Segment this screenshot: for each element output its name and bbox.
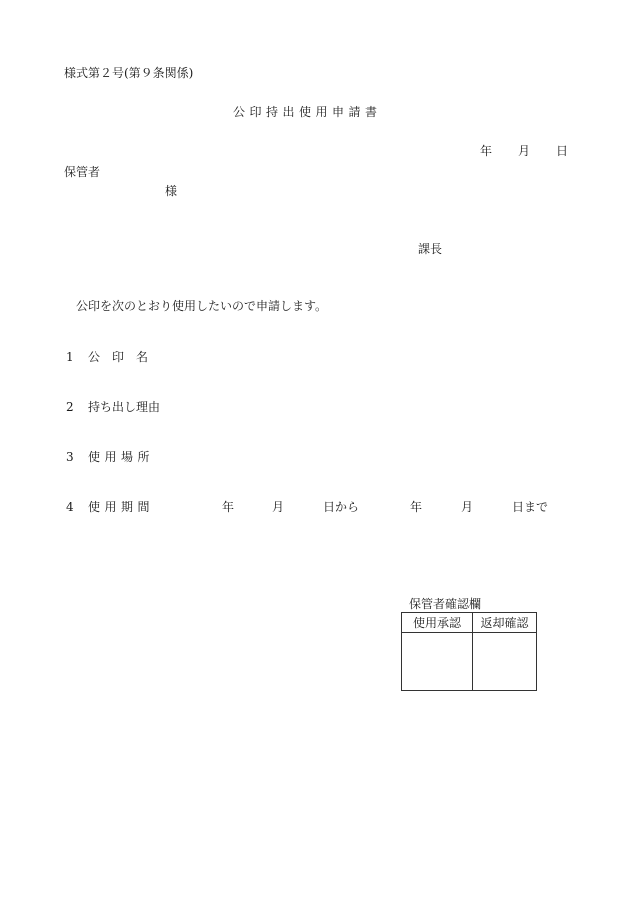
stamp-cell-use-approval[interactable] xyxy=(402,633,473,691)
period-to-year: 年 xyxy=(410,500,423,514)
item-label-seal-name: 公印名 xyxy=(88,350,161,364)
period-to-day: 日まで xyxy=(512,500,549,514)
date-day-label: 日 xyxy=(556,144,569,158)
column-header-return-check: 返却確認 xyxy=(473,613,537,633)
confirmation-title: 保管者確認欄 xyxy=(409,597,482,611)
item-number: 4 xyxy=(66,500,74,514)
request-sentence: 公印を次のとおり使用したいので申請します。 xyxy=(76,299,328,313)
date-year-label: 年 xyxy=(480,144,493,158)
date-month-label: 月 xyxy=(518,144,531,158)
period-from-day: 日から xyxy=(323,500,360,514)
period-to-month: 月 xyxy=(461,500,474,514)
document-title: 公印持出使用申請書 xyxy=(233,105,382,119)
item-label-place: 使用場所 xyxy=(88,450,155,464)
item-number: 3 xyxy=(66,450,74,464)
item-label-reason: 持ち出し理由 xyxy=(88,400,161,414)
period-from-month: 月 xyxy=(272,500,285,514)
form-number: 様式第２号(第９条関係) xyxy=(64,66,194,80)
period-from-year: 年 xyxy=(222,500,235,514)
stamp-cell-return-check[interactable] xyxy=(473,633,537,691)
confirmation-header-row xyxy=(402,613,537,633)
applicant-section-chief: 課長 xyxy=(418,242,443,256)
item-number: 2 xyxy=(66,400,74,414)
item-number: 1 xyxy=(66,350,74,364)
item-label-period: 使用期間 xyxy=(88,500,155,514)
column-header-use-approval: 使用承認 xyxy=(402,613,473,633)
confirmation-stamp-row xyxy=(402,633,537,691)
honorific-sama: 様 xyxy=(165,184,178,198)
custodian-label: 保管者 xyxy=(64,165,101,179)
confirmation-table xyxy=(401,612,537,691)
